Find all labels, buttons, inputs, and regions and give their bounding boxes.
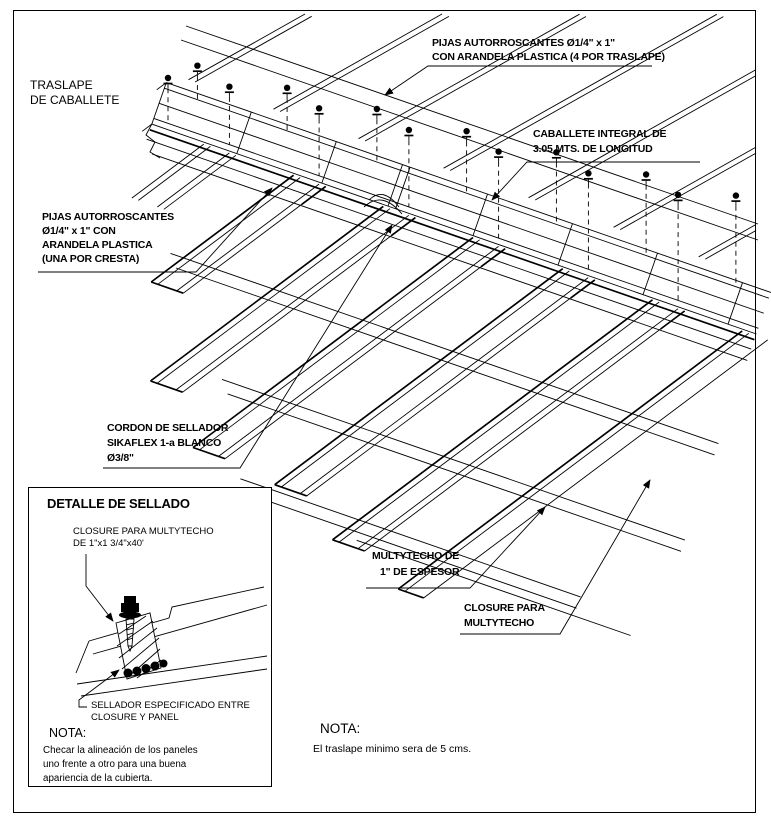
view-title (30, 78, 119, 108)
detail-closure-note: CLOSURE PARA MULTYTECHO DE 1"x1 3/4"x40' (73, 526, 214, 549)
label-multytecho: MULTYTECHO DE 1" DE ESPESOR (372, 550, 460, 578)
detail-note-heading: NOTA: (49, 726, 87, 740)
detail-section-drawing (29, 488, 271, 786)
detail-leader-lines (79, 554, 119, 707)
detail-box-title: DETALLE DE SELLADO (47, 496, 190, 511)
label-caballete: CABALLETE INTEGRAL DE 3.05 MTS. DE LONGITUD (533, 128, 667, 155)
label-pijas-cresta: PIJAS AUTORROSCANTES Ø1/4" x 1" CON ARANDELA PLASTICA (UNA POR CRESTA) (42, 211, 174, 265)
view-title-line: DE CABALLETE (30, 93, 120, 107)
detail-note-text: Checar la alineación de los paneles uno frente a otro para una buena apariencia de la cubierta. (43, 745, 198, 784)
label-closure: CLOSURE PARA MULTYTECHO (464, 602, 545, 629)
note-heading: NOTA: (320, 721, 361, 736)
view-title-line: TRASLAPE (30, 78, 93, 92)
label-pijas-traslape: PIJAS AUTORROSCANTES Ø1/4" x 1" CON ARANDELA PLASTICA (4 POR TRASLAPE) (432, 37, 665, 63)
note-text: El traslape minimo sera de 5 cms. (313, 743, 472, 755)
detail-box (28, 487, 272, 787)
detail-lower-panel (77, 656, 267, 696)
label-cordon-sellador: CORDON DE SELLADOR SIKAFLEX 1-a BLANCO Ø3/8" (107, 422, 229, 464)
detail-sellador-note: SELLADOR ESPECIFICADO ENTRE CLOSURE Y PANEL (91, 700, 250, 723)
